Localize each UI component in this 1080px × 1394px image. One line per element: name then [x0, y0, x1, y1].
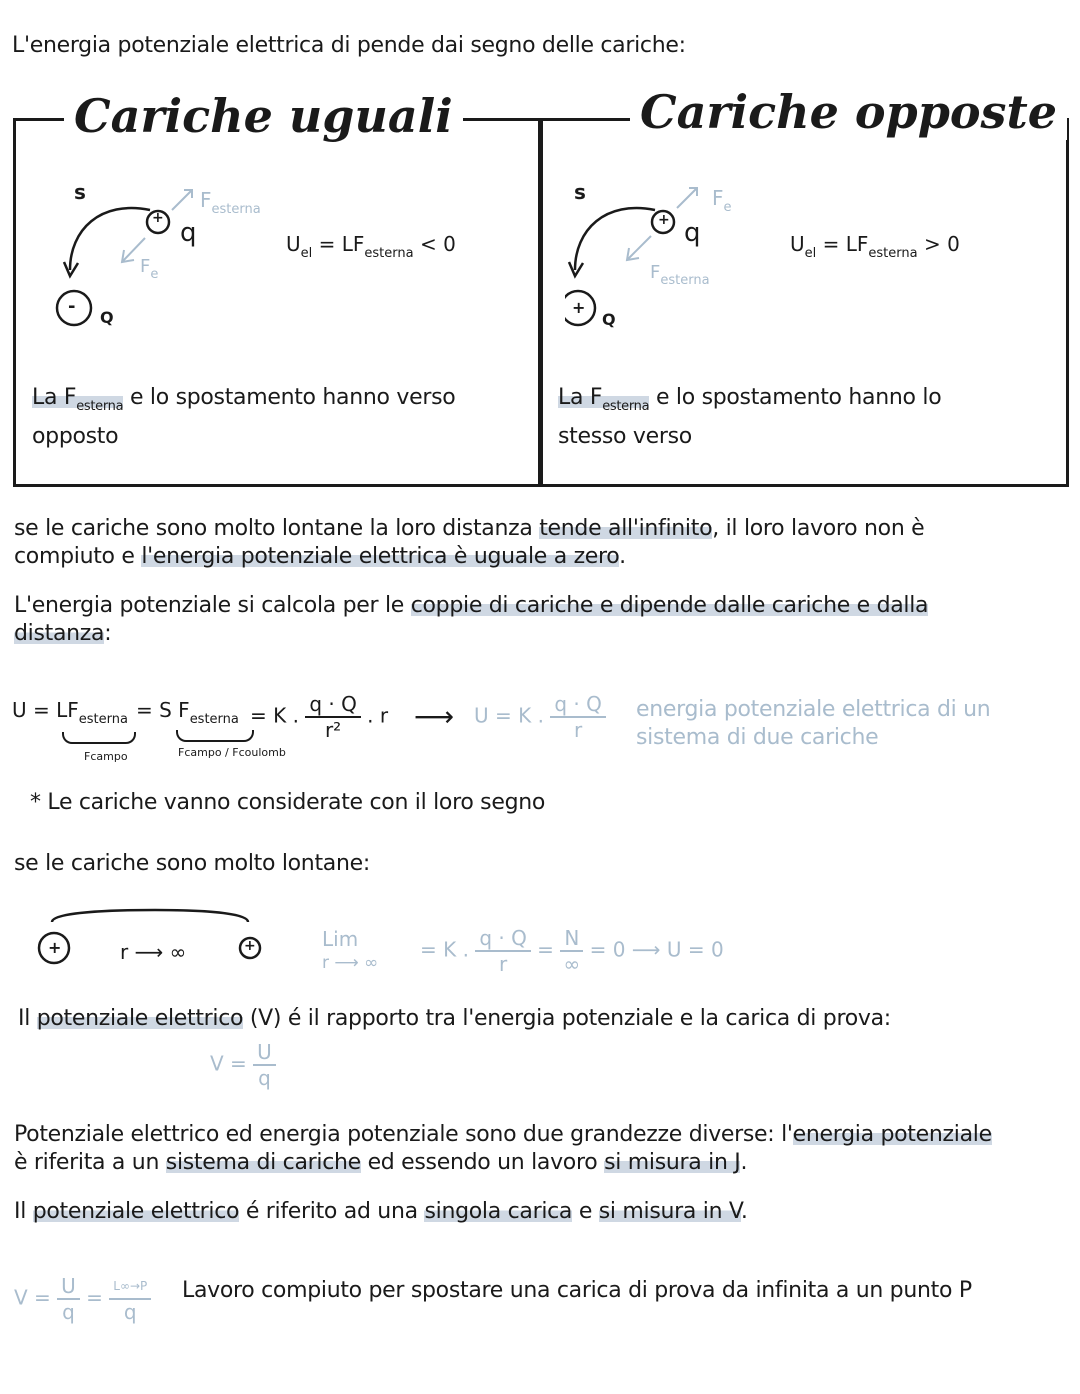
- left-big-sign: -: [68, 296, 76, 317]
- paragraph-differences: Potenziale elettrico ed energia potenziale sono due grandezze diverse: l'energia potenziale è riferita a un sistema di cariche ed essendo un lavoro si misura in J.: [14, 1122, 992, 1175]
- far-sign-right: +: [244, 938, 256, 954]
- panel-left-title: Cariche uguali: [64, 88, 463, 144]
- far-formula: = K . $\frac{q \cdot Q}{r}$ = $\frac{N}{\infty}$ = 0 ⟶ U = 0: [420, 926, 724, 976]
- formula-result: U = K . $\frac{q \cdot Q}{r}$: [474, 692, 606, 742]
- far-lim: Lim r ⟶ ∞: [322, 927, 379, 973]
- force-external-arrow: [172, 190, 192, 210]
- right-f-top: $F_e$: [712, 186, 732, 215]
- footnote: * Le cariche vanno considerate con il loro segno: [30, 790, 546, 815]
- right-f-low: $F_{esterna}$: [650, 262, 710, 288]
- left-f-low: $F_e$: [140, 256, 159, 282]
- formula-f-campo-coulomb: Fcampo / Fcoulomb: [178, 746, 286, 759]
- paragraph-far-label: se le cariche sono molto lontane:: [14, 851, 370, 876]
- right-small-sign: +: [658, 212, 670, 228]
- last-description: Lavoro compiuto per spostare una carica di prova da infinita a un punto P: [182, 1278, 972, 1303]
- last-formula: V = $\frac{U}{q}$ = $\frac{L\infty\to P}{q}$: [14, 1274, 151, 1324]
- formula-arrow: ⟶: [414, 700, 455, 733]
- right-Q-label: Q: [602, 310, 616, 329]
- left-Q-label: Q: [100, 308, 114, 327]
- right-description-line2: stesso verso: [558, 424, 692, 449]
- brace-right: [176, 730, 254, 742]
- left-description-line2: opposto: [32, 424, 119, 449]
- formula-k: = K . $\frac{q \cdot Q}{\text{r²}}$ . r: [250, 692, 389, 742]
- left-description: La $F_{esterna}$ e lo spostamento hanno verso: [32, 385, 456, 414]
- left-f-top: $F_{esterna}$: [200, 188, 261, 217]
- paragraph-potential-def: Il potenziale elettrico (V) é il rapporto tra l'energia potenziale e la carica di prova:: [18, 1006, 891, 1031]
- displacement-arrow: [70, 208, 150, 270]
- intro-text: L'energia potenziale elettrica di pende dai segno delle cariche:: [12, 33, 686, 58]
- right-q-label: q: [684, 218, 701, 248]
- right-s-label: s: [574, 180, 586, 204]
- right-formula: $U_{el} = LF_{esterna} > 0$: [790, 232, 960, 261]
- formula-note: energia potenziale elettrica di un sistema di due cariche: [636, 697, 991, 750]
- formula-s: = S $F_{esterna}$: [136, 698, 239, 727]
- far-sign-left: +: [48, 938, 62, 957]
- paragraph-potential-unit: Il potenziale elettrico é riferito ad una singola carica e si misura in V.: [14, 1199, 748, 1224]
- paragraph-energy-calc: L'energia potenziale si calcola per le coppie di cariche e dipende dalle cariche e dalla distanza:: [14, 593, 929, 646]
- right-description: La $F_{esterna}$ e lo spostamento hanno lo: [558, 385, 942, 414]
- force-electric-arrow: [677, 188, 697, 208]
- paragraph-far-charges: se le cariche sono molto lontane la loro distanza tende all'infinito, il loro lavoro non è compiuto e l'energia potenziale elettrica è uguale a zero.: [14, 516, 925, 569]
- left-q-label: q: [180, 218, 197, 248]
- displacement-arrow: [575, 208, 655, 270]
- force-external-arrow: [627, 236, 651, 260]
- v-formula: V = $\frac{U}{q}$: [210, 1040, 276, 1090]
- left-small-sign: +: [152, 210, 164, 226]
- right-big-sign: +: [572, 298, 586, 317]
- left-s-label: s: [74, 180, 86, 204]
- left-formula: $U_{el} = LF_{esterna} < 0$: [286, 232, 456, 261]
- far-r-label: r ⟶ ∞: [120, 940, 187, 964]
- brace-left: [62, 732, 136, 744]
- formula-f-campo: Fcampo: [84, 750, 128, 763]
- formula-u-l: $U = LF_{esterna}$: [12, 698, 128, 727]
- panel-right-title: Cariche opposte: [630, 84, 1067, 140]
